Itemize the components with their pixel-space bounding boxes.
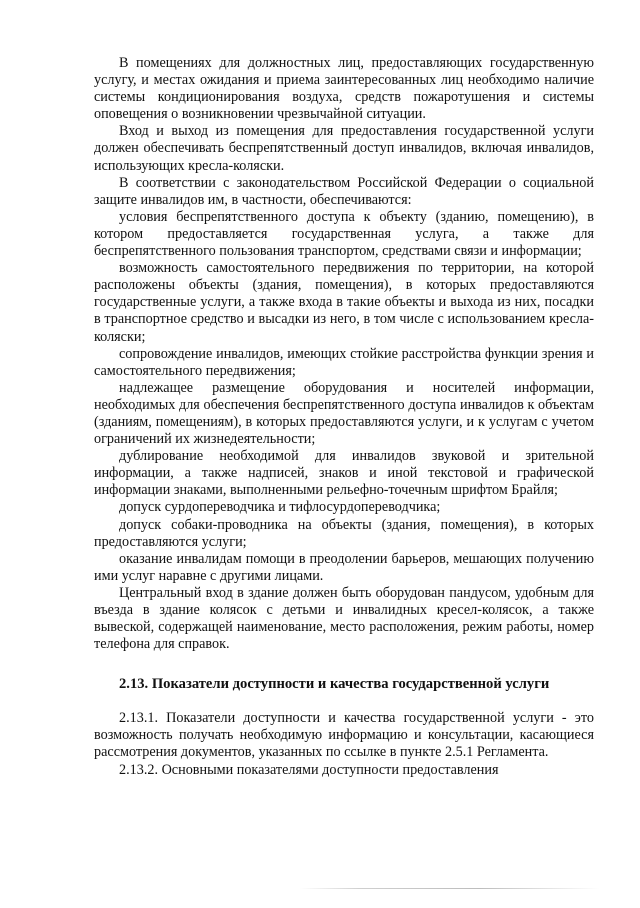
list-item: надлежащее размещение оборудования и носителей информации, необходимых для обеспечения беспрепятственного доступа инвалидов к объектам (зданиям, помещениям), в которых предоставляются услуги, и к услугам с учетом ограничений их жизнедеятельности; bbox=[94, 379, 594, 448]
paragraph: Центральный вход в здание должен быть оборудован пандусом, удобным для въезда в здание колясок с детьми и инвалидных кресел-колясок, а также вывеской, содержащей наименование, место расположения, режим работы, номер телефона для справок. bbox=[94, 584, 594, 653]
list-item: допуск сурдопереводчика и тифлосурдопереводчика; bbox=[119, 499, 441, 516]
paragraph: Вход и выход из помещения для предоставления государственной услуги должен обеспечивать беспрепятственный доступ инвалидов, включая инвалидов, использующих кресла-коляски. bbox=[94, 123, 594, 174]
list-item: оказание инвалидам помощи в преодолении барьеров, мешающих получению ими услуг наравне с другими лицами. bbox=[94, 550, 594, 584]
paragraph: В помещениях для должностных лиц, предоставляющих государственную услугу, и местах ожидания и приема заинтересованных лиц необходимо наличие системы кондиционирования воздуха, средств пожаротушения и системы оповещения о возникновении чрезвычайной ситуации. bbox=[94, 55, 594, 123]
section-heading: 2.13. Показатели доступности и качества государственной услуги bbox=[119, 676, 550, 693]
paragraph: В соответствии с законодательством Российской Федерации о социальной защите инвалидов им, в частности, обеспечиваются: bbox=[94, 174, 594, 208]
scan-artifact-line bbox=[300, 888, 600, 889]
document-body bbox=[94, 55, 594, 779]
list-item: возможность самостоятельного передвижения по территории, на которой расположены объекты (здания, помещения), в которых предоставляются государственные услуги, а также входа в такие объекты и выхода из них, посадки в транспортное средство и высадки из него, в том числе с использованием кресла-коляски; bbox=[94, 260, 594, 345]
list-item: допуск собаки-проводника на объекты (здания, помещения), в которых предоставляются услуги; bbox=[94, 516, 594, 550]
list-item: дублирование необходимой для инвалидов звуковой и зрительной информации, а также надписей, знаков и иной текстовой и графической информации знаками, выполненными рельефно-точечным шрифтом Брайля; bbox=[94, 448, 594, 499]
paragraph: 2.13.1. Показатели доступности и качества государственной услуги - это возможность получать необходимую информацию и консультации, касающиеся рассмотрения документов, указанных по ссылке в пункте 2.5.1 Регламента. bbox=[94, 710, 594, 761]
list-item: условия беспрепятственного доступа к объекту (зданию, помещению), в котором предоставляется государственная услуга, а также для беспрепятственного пользования транспортом, средствами связи и информации; bbox=[94, 208, 594, 260]
list-item: сопровождение инвалидов, имеющих стойкие расстройства функции зрения и самостоятельного передвижения; bbox=[94, 345, 594, 379]
paragraph: 2.13.2. Основными показателями доступности предоставления bbox=[119, 761, 499, 778]
